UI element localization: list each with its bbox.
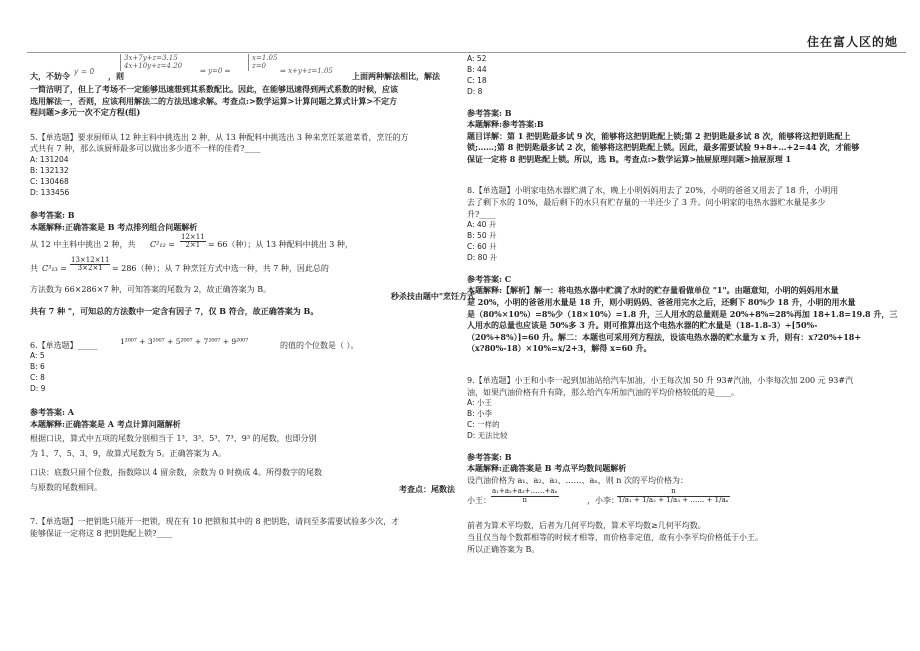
result-x: x=1.05 xyxy=(252,54,278,62)
header-divider xyxy=(27,52,906,53)
q7-explain-title: 本题解释:参考答案:B xyxy=(467,119,544,130)
q7-stem-line2: 能够保证一定将这 8 把钥匙配上锁?____ xyxy=(30,528,173,538)
q7-explain-line1: 题目详解：第 1 把钥匙最多试 9 次，能够将这把钥匙配上锁;第 2 把钥匙最多试 8 次，能够将这把钥匙配上 xyxy=(467,130,851,141)
equation-system xyxy=(120,54,182,71)
equation-1: 3x+7y+z=3.15 xyxy=(124,54,178,62)
q8-explain-line3: 是（80%×10%）=8%少（18×10%）=1.8 升，三人用水的总量则是 20%+8%=28%再加 18+1.8=19.8 升，三 xyxy=(467,308,898,319)
q5-frac1-den: 2×1 xyxy=(185,241,201,250)
q7-answer: 参考答案: B xyxy=(467,107,512,118)
q6-stem-b: 的值的个位数是（ ）。 xyxy=(280,341,359,351)
q5-line1-a: 从 12 中主料中挑出 2 种，共 xyxy=(30,239,136,249)
intro-y-eq: y = 0 xyxy=(74,67,95,76)
q5-frac2-num: 13×12×11 xyxy=(71,255,110,264)
q7-stem-line1: 7.【单选题】一把钥匙只能开一把锁，现在有 10 把锁和其中的 8 把钥匙，请问至多需要试验多少次，才 xyxy=(30,517,400,527)
q5-explain-title: 本题解释:正确答案是 B 考点排列组合问题解析 xyxy=(30,222,198,233)
equation-2: 4x+10y+z=4.20 xyxy=(124,62,183,71)
q6-stem xyxy=(30,337,475,351)
q5-tip: 秒杀技由题中"烹饪方式 xyxy=(390,291,475,302)
q6-option-b: B: 6 xyxy=(30,362,45,372)
q6-option-c: C: 8 xyxy=(30,373,45,383)
q6-line3: 口诀：底数只留个位数，指数除以 4 留余数，余数为 0 时换成 4。所得数字的尾数 xyxy=(30,468,322,478)
q8-stem-line1: 8.【单选题】小明家电热水器贮满了水，晚上小明妈妈用去了 20%，小明的爸爸又用去了 18 升，小明用 xyxy=(467,186,839,196)
intro-text-a: 大，不妨令 xyxy=(30,71,70,81)
q5-option-a: A: 131204 xyxy=(30,154,69,164)
q5-fraction-1 xyxy=(180,234,206,250)
q5-answer: 参考答案: B xyxy=(30,210,75,221)
q6-point: 考查点：尾数法 xyxy=(399,483,455,494)
q6-line4: 与原数的尾数相同。 xyxy=(30,482,102,492)
q9-li-label: ，小李： xyxy=(587,496,619,506)
q6-stem-a: 6.【单选题】_____ xyxy=(30,341,98,351)
q6-option-a: A: 5 xyxy=(30,351,45,361)
q5-line2-a: 共 xyxy=(30,263,38,273)
q9-formula xyxy=(467,486,912,520)
q9-stem-line1: 9.【单选题】小王和小李一起到加油站给汽车加油，小王每次加 50 升 93#汽油，小李每次加 200 元 93#汽 xyxy=(467,375,854,385)
q8-explain-line4: 人用水的总量也应该是 50%多 3 升。则可推算出这个电热水器的贮水量是（18-1.8-3）÷[50%- xyxy=(467,320,818,331)
q9-option-b: B: 小李 xyxy=(467,408,493,418)
q8-stem-line3: 升?____ xyxy=(467,209,496,219)
q9-option-c: C: 一样的 xyxy=(467,419,500,429)
q6-option-d: D: 9 xyxy=(30,384,46,394)
q9-option-a: A: 小王 xyxy=(467,398,492,408)
right-column xyxy=(467,54,912,555)
q8-explain-line5: （20%+8%）]=60 升。解二：本题也可采用列方程法，设该电热水器的贮水量为 x 升，则有：x?20%+18+ xyxy=(467,331,862,342)
equation-sum: ⇒ x+y+z=1.05 xyxy=(280,67,333,75)
q9-option-d: D: 无法比较 xyxy=(467,430,508,440)
q6-answer: 参考答案: A xyxy=(30,406,74,417)
intro-text-b: ，则 xyxy=(108,71,124,81)
q9-li-den: 1/a₁ + 1/a₂ + 1/a₃ + …… + 1/aₙ xyxy=(618,496,729,505)
q8-answer: 参考答案: C xyxy=(467,273,512,284)
q5-c12: C²₁₂ = xyxy=(150,239,175,249)
q5-stem-line1: 5.【单选题】要求厨师从 12 种主料中挑选出 2 种、从 13 种配料中挑选出 3 种来烹饪某道菜肴，烹饪的方 xyxy=(30,132,409,142)
q5-line4: 共有 7 种 "，可知总的方法数中一定含有因子 7，仅 B 符合，故正确答案为 B。 xyxy=(30,305,319,316)
intro-line4: 程问题>多元一次不定方程(组) xyxy=(30,107,141,118)
result-z: z=0 xyxy=(252,62,267,71)
q6-line2: 为 1、7、5、3、9，故算式尾数为 5。正确答案为 A。 xyxy=(30,448,226,458)
q9-line1: 设汽油价格为 a₁、a₂、a₃、……、aₙ，则 n 次的平均价格为： xyxy=(467,475,688,485)
q5-stem-line2: 式共有 7 种，那么该厨师最多可以做出多少道不一样的佳肴?____ xyxy=(30,144,261,154)
q9-line3: 前者为算术平均数，后者为几何平均数，算术平均数≥几何平均数。 xyxy=(467,521,706,531)
left-column xyxy=(30,54,475,539)
q8-explain-line2: 是 20%，小明的爸爸用水量是 18 升，则小明妈妈、爸爸用完水之后，还剩下 80%少 18 升，小明的用水量 xyxy=(467,296,856,307)
q7-option-d: D: 8 xyxy=(467,86,483,96)
q5-calc-line2 xyxy=(30,254,475,280)
q9-explain-title: 本题解释:正确答案是 B 考点平均数问题解析 xyxy=(467,463,627,474)
q8-option-b: B: 50 升 xyxy=(467,231,497,241)
intro-text-c: 上面两种解法相比，解法 xyxy=(352,71,440,81)
q9-line4: 当且仅当每个数都相等的时候才相等，而价格非定值，故有小李平均价格低于小王。 xyxy=(467,532,763,542)
q8-option-a: A: 40 升 xyxy=(467,220,497,230)
q5-frac1-num: 12×11 xyxy=(181,232,205,241)
q5-option-d: D: 133456 xyxy=(30,187,70,197)
q5-calc-line1 xyxy=(30,234,475,254)
q5-line2-b: = 286（种）；从 7 种烹饪方式中选一种，共 7 种，因此总的 xyxy=(112,263,329,273)
q6-explain-title: 本题解释:正确答案是 A 考点计算问题解析 xyxy=(30,418,181,429)
q5-line1-b: = 66（种）；从 13 种配料中挑出 3 种， xyxy=(208,239,353,249)
q9-li-num: n xyxy=(617,488,730,497)
q5-option-b: B: 132132 xyxy=(30,165,69,175)
intro-line2: 一简洁明了，但上了考场不一定能够迅速想到其系数配比。因此，在能够迅速得到两式系数的时候，应该 xyxy=(30,84,398,94)
q7-option-c: C: 18 xyxy=(467,75,487,85)
q5-option-c: C: 130468 xyxy=(30,176,69,186)
q9-stem-line2: 油，如果汽油价格有升有降，那么给汽车所加汽油的平均价格较低的是____。 xyxy=(467,387,739,397)
q9-answer: 参考答案: B xyxy=(467,451,512,462)
q9-wang-den: n xyxy=(522,496,528,505)
q6-line1: 根据口诀，算式中五项的尾数分别相当于 1³、3³、5³、7³、9³ 的尾数，也即分别 xyxy=(30,434,317,444)
q7-option-b: B: 44 xyxy=(467,64,487,74)
q6-expression: 1²⁰⁰⁷ + 3²⁰⁰⁷ + 5²⁰⁰⁷ + 7²⁰⁰⁷ + 9²⁰⁰⁷ xyxy=(120,337,249,347)
q5-c13: C³₁₃ = xyxy=(42,263,67,273)
q7-explain-line3: 保证一定将 8 把钥匙配上锁。所以，选 B。考查点:>数学运算>抽屉原理问题>抽屉原理 1 xyxy=(467,153,792,164)
q9-line5: 所以正确答案为 B。 xyxy=(467,544,540,554)
equation-arrow: ⇒ y=0 ⇒ xyxy=(200,67,231,75)
q5-fraction-2 xyxy=(70,257,110,273)
intro-line1 xyxy=(30,54,475,84)
q9-wang-label: 小王： xyxy=(467,496,491,506)
q5-frac2-den: 3×2×1 xyxy=(77,264,103,273)
q8-explain-line6: （x?80%-18）×10%=x/2+3，解得 x=60 升。 xyxy=(467,343,652,354)
q7-explain-line2: 锁;……;第 8 把钥匙最多试 2 次，能够将这把钥匙配上锁。因此，最多需要试验 9+8+…+2=44 次，才能够 xyxy=(467,142,860,153)
q8-explain-line1: 本题解释:【解析】解一：将电热水器中贮满了水时的贮存量看做单位 "1"。由题意知，小明的妈妈用水量 xyxy=(467,285,839,296)
intro-line3: 选用解法一，否则，应该利用解法二的方法迅速求解。考查点:>数学运算>计算问题之算式计算>不定方 xyxy=(30,95,398,106)
page-header-title: 住在富人区的她 xyxy=(806,35,898,49)
q8-stem-line2: 去了剩下水的 10%，最后剩下的水只有贮存量的一半还少了 3 升。问小明家的电热水器贮水量是多少 xyxy=(467,198,826,208)
q9-li-fraction xyxy=(617,488,730,504)
q9-wang-fraction xyxy=(491,488,559,504)
equation-result xyxy=(248,54,277,71)
q5-line3: 方法数为 66×286×7 种，可知答案的尾数为 2，故正确答案为 B。 xyxy=(30,284,272,294)
q8-option-d: D: 80 升 xyxy=(467,252,498,262)
q7-option-a: A: 52 xyxy=(467,54,487,63)
q8-option-c: C: 60 升 xyxy=(467,242,497,251)
q9-wang-num: a₁+a₂+a₃+……+aₙ xyxy=(492,487,558,496)
